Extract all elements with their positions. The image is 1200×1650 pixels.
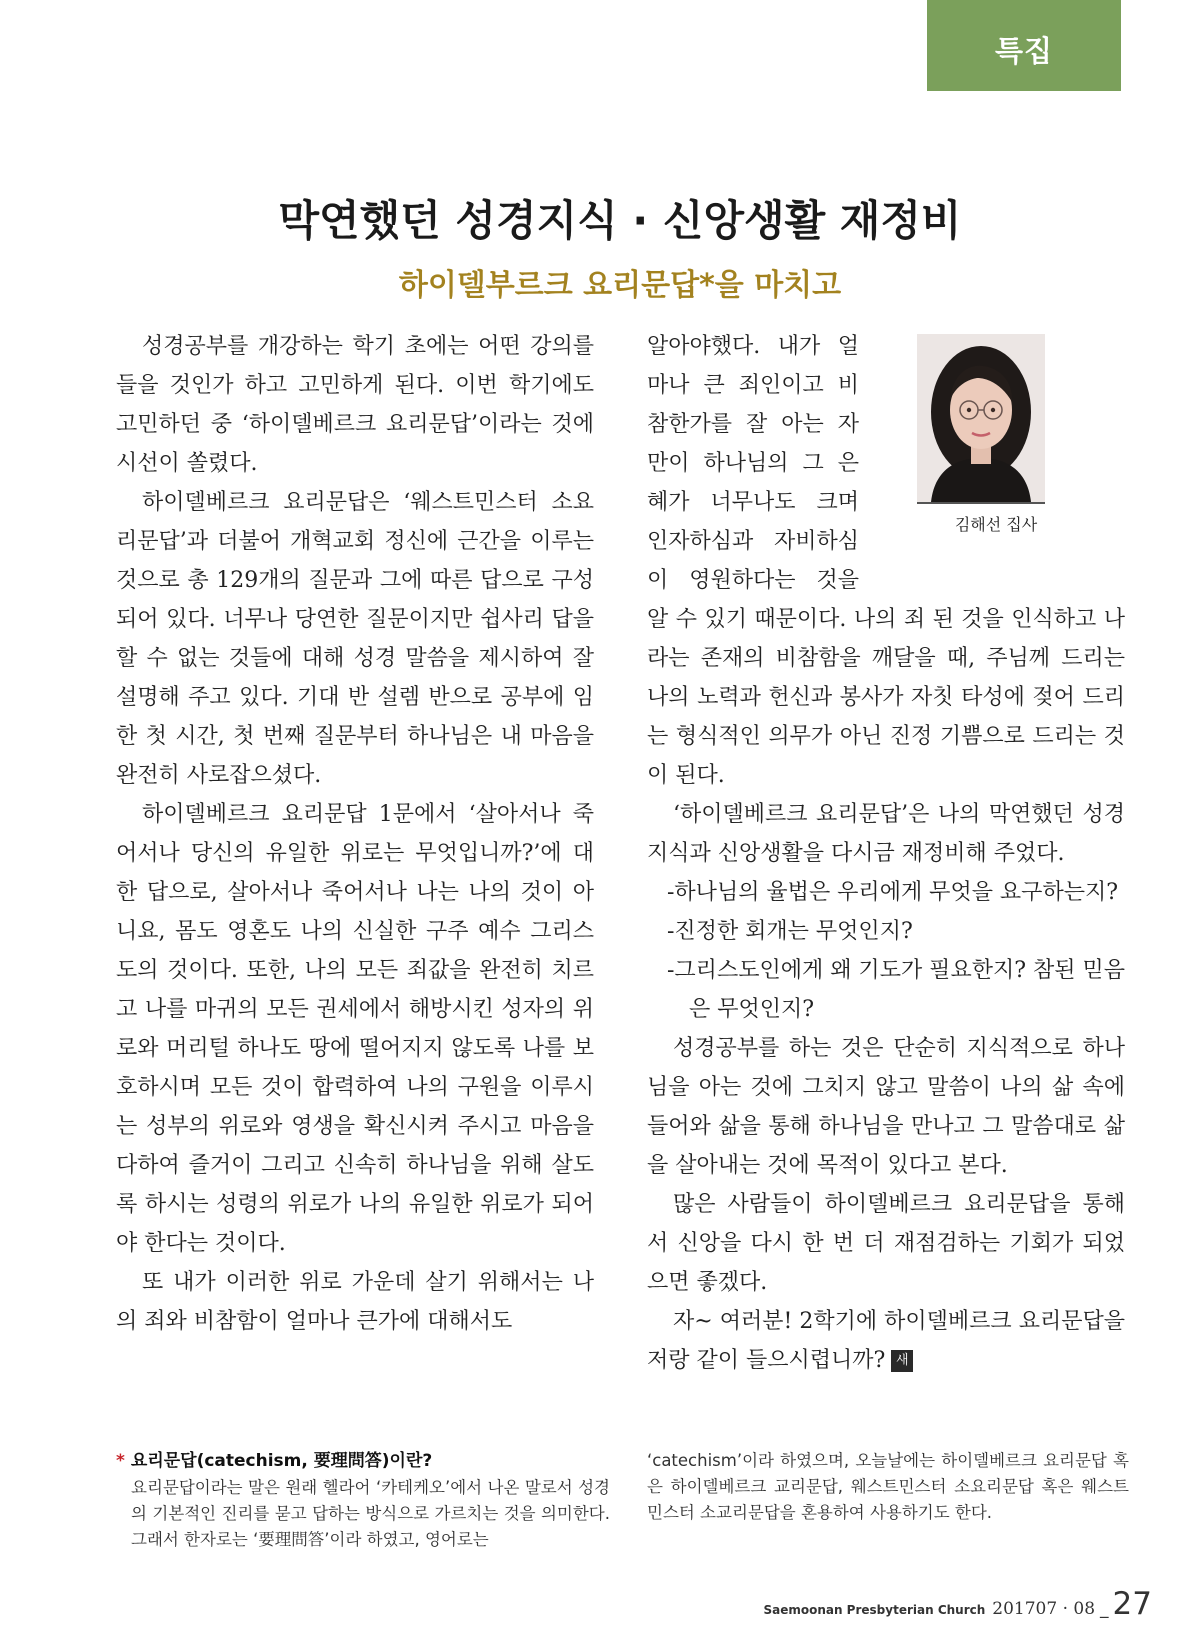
- page-number: 27: [1112, 1586, 1152, 1622]
- footnote-marker: *: [116, 1451, 125, 1471]
- author-photo: [917, 334, 1045, 504]
- body-paragraph: 성경공부를 개강하는 학기 초에는 어떤 강의를 들을 것인가 하고 고민하게 된다. 이번 학기에도 고민하던 중 ‘하이델베르크 요리문답’이라는 것에 시선이 쏠렸다.: [116, 334, 594, 476]
- body-paragraph: ‘하이델베르크 요리문답’은 나의 막연했던 성경지식과 신앙생활을 다시금 재정비해 주었다.: [647, 802, 1125, 866]
- footer-separator: _: [1100, 1599, 1109, 1619]
- list-item: -진정한 회개는 무엇인지?: [667, 919, 913, 944]
- body-paragraph: 알아야했다. 내가 얼마나 큰 죄인이고 비참한가를 잘 아는 자만이 하나님의 그 은혜가 너무나도 크며 인자하심과 자비하심이 영원하다는 것을 알 수 있기 때문이다. 나의 죄 된 것을 인식하고 나라는 존재의 비참함을 깨달을 때, 주님께 드리는 나의 노력과 헌신과 봉사가 자칫 타성에 젖어 드리는 형식적인 의무가 아닌 진정 기쁨으로 드리는 것이 된다.: [647, 334, 1125, 788]
- closing-paragraph: [647, 1302, 1125, 1380]
- article-title: 막연했던 성경지식 · 신앙생활 재정비: [278, 196, 962, 245]
- left-column: [116, 327, 594, 1341]
- footnote-heading-text: 요리문답(catechism, 要理問答)이란?: [130, 1451, 433, 1471]
- church-name: Saemoonan Presbyterian Church: [763, 1603, 986, 1617]
- list-item: -그리스도인에게 왜 기도가 필요한지? 참된 믿음은 무엇인지?: [667, 958, 1125, 1022]
- body-paragraph: 하이델베르크 요리문답 1문에서 ‘살아서나 죽어서나 당신의 유일한 위로는 무엇입니까?’에 대한 답으로, 살아서나 죽어서나 나는 나의 것이 아니요, 몸도 영혼도 나의 신실한 구주 예수 그리스도의 것이다. 또한, 나의 모든 죄값을 완전히 치르고 나를 마귀의 모든 권세에서 해방시킨 성자의 위로와 머리털 하나도 땅에 떨어지지 않도록 나를 보호하시며 모든 것이 합력하여 나의 구원을 이루시는 성부의 위로와 영생을 확신시켜 주시고 마음을 다하여 즐거이 그리고 신속히 하나님을 위해 살도록 하시는 성령의 위로가 나의 유일한 위로가 되어야 한다는 것이다.: [116, 802, 594, 1256]
- footnote-left: [116, 1448, 610, 1553]
- author-photo-block: [867, 334, 1125, 572]
- footnote-text: ‘catechism’이라 하였으며, 오늘날에는 하이델베르크 요리문답 혹은 하이델베르크 교리문답, 웨스트민스터 소요리문답 혹은 웨스트민스터 소교리문답을 혼용하여 사용하기도 한다.: [647, 1451, 1129, 1522]
- body-paragraph: 하이델베르크 요리문답은 ‘웨스트민스터 소요리문답’과 더불어 개혁교회 정신에 근간을 이루는 것으로 총 129개의 질문과 그에 따른 답으로 구성되어 있다. 너무나 당연한 질문이지만 쉽사리 답을 할 수 없는 것들에 대해 성경 말씀을 제시하여 잘 설명해 주고 있다. 기대 반 설렘 반으로 공부에 임한 첫 시간, 첫 번째 질문부터 하나님은 내 마음을 완전히 사로잡으셨다.: [116, 490, 594, 788]
- body-paragraph: 많은 사람들이 하이델베르크 요리문답을 통해서 신앙을 다시 한 번 더 재점검하는 기회가 되었으면 좋겠다.: [647, 1192, 1125, 1295]
- author-portrait-icon: [917, 334, 1045, 502]
- page-footer: [763, 1586, 1152, 1622]
- article-subtitle: 하이델부르크 요리문답*을 마치고: [398, 268, 842, 303]
- list-item: -하나님의 율법은 우리에게 무엇을 요구하는지?: [667, 880, 1118, 905]
- footnote-right: [647, 1448, 1129, 1526]
- footnote-text: 요리문답이라는 말은 원래 헬라어 ‘카테케오’에서 나온 말로서 성경의 기본적인 진리를 묻고 답하는 방식으로 가르치는 것을 의미한다. 그래서 한자로는 ‘要理問答’이라 하였고, 영어로는: [131, 1478, 610, 1549]
- body-paragraph: 또 내가 이러한 위로 가운데 살기 위해서는 나의 죄와 비참함이 얼마나 큰가에 대해서도: [116, 1270, 594, 1334]
- author-caption: 김해선 집사: [954, 515, 1038, 534]
- section-tab: 특집: [927, 0, 1121, 91]
- footnote-heading: [116, 1448, 610, 1474]
- closing-text: 자~ 여러분! 2학기에 하이델베르크 요리문답을 저랑 같이 들으시렵니까?: [647, 1309, 1125, 1373]
- question-list: [647, 873, 1125, 1029]
- issue-date: 201707 · 08: [992, 1599, 1096, 1619]
- right-column: [647, 327, 1125, 1380]
- publication-end-mark-icon: 새: [891, 1350, 913, 1372]
- body-paragraph: 성경공부를 하는 것은 단순히 지식적으로 하나님을 아는 것에 그치지 않고 말씀이 나의 삶 속에 들어와 삶을 통해 하나님을 만나고 그 말씀대로 삶을 살아내는 것에 목적이 있다고 본다.: [647, 1036, 1125, 1178]
